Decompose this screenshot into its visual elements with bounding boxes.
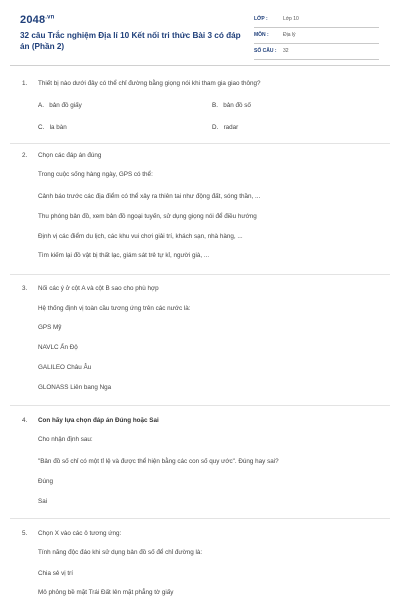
question-5 [22,530,378,600]
meta-value: Lớp 10 [283,16,299,22]
answer-choice[interactable]: Thu phóng bản đồ, xem bản đồ ngoại tuyến, sử dụng giọng nói để điều hướng [38,213,257,220]
matching-item[interactable]: GALILEO Châu Âu [38,364,92,371]
question-divider [10,143,390,144]
option-b[interactable] [212,102,251,109]
meta-row-count [254,46,379,60]
question-number: 3. [22,285,28,292]
question-3 [22,285,378,395]
matching-item[interactable]: NAVLC Ấn Độ [38,344,78,351]
question-number: 4. [22,417,28,424]
meta-label: MÔN : [254,32,269,38]
question-divider [10,518,390,519]
option-letter: D. [212,124,219,131]
logo-text: 2048 [20,14,46,26]
question-prompt: Tính năng độc đáo khi sử dụng bản đồ số để chỉ đường là: [38,549,203,556]
question-text: Chọn X vào các ô tương ứng: [38,530,122,537]
answer-choice[interactable]: Cảnh báo trước các địa điểm có thể xảy ra thiên tai như động đất, sóng thần, ... [38,193,261,200]
question-text: Con hãy lựa chọn đáp án Đúng hoặc Sai [38,417,159,424]
option-d[interactable] [212,124,238,131]
answer-choice[interactable]: Mô phỏng bề mặt Trái Đất lên mặt phẳng tờ giấy [38,589,174,596]
option-text: bản đồ giấy [49,102,82,109]
option-c[interactable] [38,124,67,131]
option-letter: A. [38,102,44,109]
question-number: 5. [22,530,28,537]
matching-item[interactable]: GPS Mỹ [38,324,62,331]
option-text: radar [223,124,239,131]
question-statement: "Bản đồ số chỉ có một tỉ lệ và được thể hiện bằng các con số quy ước". Đúng hay sai? [38,458,279,465]
meta-row-class [254,14,379,28]
logo-tld: .vn [45,14,55,21]
matching-item[interactable]: GLONASS Liên bang Nga [38,384,112,391]
option-a[interactable] [38,102,82,109]
meta-panel [254,14,379,62]
meta-value: 32 [283,48,289,54]
question-prompt: Trong cuộc sống hàng ngày, GPS có thể: [38,171,153,178]
question-divider [10,274,390,275]
meta-row-subject [254,30,379,44]
site-logo[interactable] [20,14,55,26]
option-letter: C. [38,124,45,131]
option-text: bản đồ số [223,102,251,109]
meta-value: Địa lý [283,32,296,38]
answer-choice[interactable]: Định vị các điểm du lịch, các khu vui chơi giải trí, khách sạn, nhà hàng, ... [38,233,243,240]
header-divider [10,65,390,66]
question-text: Nối các ý ở cột A và cột B sao cho phù hợp [38,285,159,292]
option-letter: B. [212,102,218,109]
answer-choice[interactable]: Chia sẻ vị trí [38,570,73,577]
question-1 [22,80,378,140]
answer-true[interactable]: Đúng [38,478,54,485]
question-prompt: Cho nhận định sau: [38,436,93,443]
question-2 [22,152,378,267]
question-4 [22,417,378,512]
answer-false[interactable]: Sai [38,498,48,505]
document-title: 32 câu Trắc nghiệm Địa lí 10 Kết nối tri thức Bài 3 có đáp án (Phần 2) [20,31,241,51]
question-text: Chọn các đáp án đúng [38,152,102,159]
question-divider [10,405,390,406]
option-text: la bàn [49,124,67,131]
question-text: Thiết bị nào dưới đây có thể chỉ đường bằng giọng nói khi tham gia giao thông? [38,80,261,87]
meta-label: SỐ CÂU : [254,48,277,54]
answer-choice[interactable]: Tìm kiếm lại đồ vật bị thất lạc, giám sát trẻ tự kỉ, người già, ... [38,252,210,259]
question-prompt: Hệ thống định vị toàn cầu tương ứng trên các nước là: [38,305,191,312]
meta-label: LỚP : [254,16,268,22]
question-number: 2. [22,152,28,159]
question-number: 1. [22,80,28,87]
document-header [0,0,400,64]
